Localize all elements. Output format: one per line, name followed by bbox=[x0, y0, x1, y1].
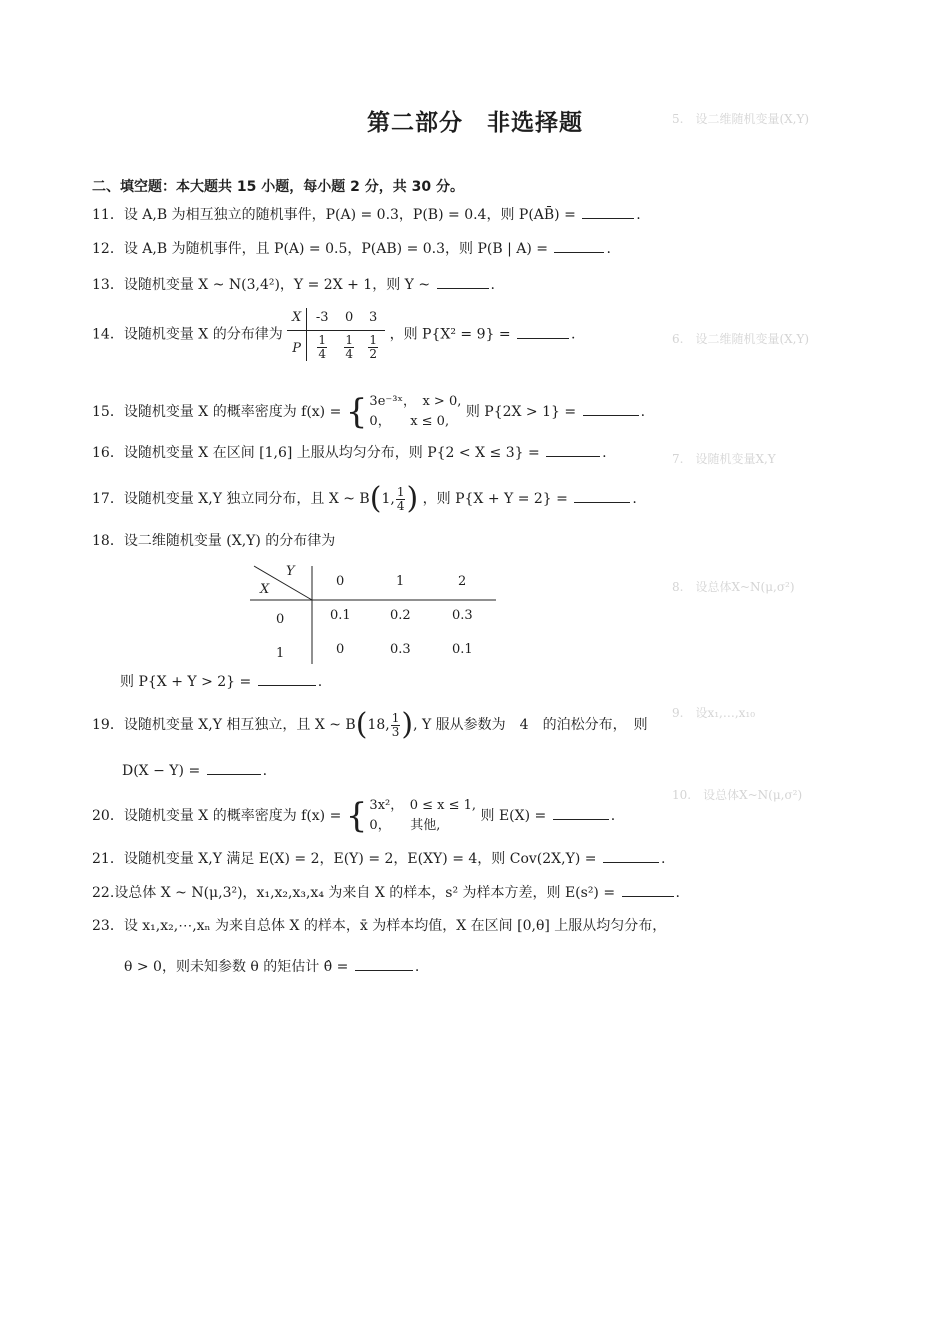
question-number: 11． bbox=[92, 207, 124, 223]
bleed-through-text: 9. 设x₁,…,x₁₀ bbox=[672, 706, 756, 720]
table-value: 3 bbox=[361, 308, 385, 331]
answer-blank[interactable] bbox=[554, 238, 604, 253]
question-text: 设随机变量 X 的分布律为 bbox=[123, 326, 283, 343]
question-18 bbox=[92, 531, 335, 551]
question-text: 设随机变量 X 的概率密度为 f(x) = bbox=[123, 404, 342, 420]
question-number: 21． bbox=[92, 851, 124, 867]
table-cell: 0.1 bbox=[330, 608, 351, 623]
question-text: 设随机变量 X,Y 满足 E(X) = 2，E(Y) = 2，E(XY) = 4，则 Cov(2X,Y) = bbox=[123, 851, 597, 867]
question-number: 16． bbox=[92, 445, 124, 461]
piecewise-cases: 3e⁻³ˣ， x > 0, 0， x ≤ 0, bbox=[369, 394, 462, 429]
question-text: 设 A,B 为随机事件，且 P(A) = 0.5，P(AB) = 0.3，则 P(B | A) = bbox=[123, 241, 549, 257]
page-title: 第二部分 非选择题 bbox=[367, 110, 583, 136]
answer-blank[interactable] bbox=[207, 760, 261, 775]
question-text: 设随机变量 X 的概率密度为 f(x) = bbox=[123, 808, 342, 824]
period: . bbox=[602, 445, 607, 461]
question-text: ，则 P{X² = 9} = bbox=[389, 326, 511, 343]
answer-blank[interactable] bbox=[574, 488, 630, 503]
table-label-x: X bbox=[287, 308, 307, 331]
table-label-p: P bbox=[287, 331, 307, 361]
left-paren: ( bbox=[369, 481, 382, 516]
question-text: 则 P{X + Y > 2} = bbox=[120, 674, 252, 690]
answer-blank[interactable] bbox=[622, 882, 674, 897]
question-12 bbox=[92, 238, 611, 259]
joint-distribution-table bbox=[250, 562, 496, 664]
y-value: 1 bbox=[396, 574, 405, 589]
question-22 bbox=[92, 882, 680, 903]
table-cell: 0.3 bbox=[390, 642, 411, 657]
period: . bbox=[317, 674, 323, 690]
question-number: 18． bbox=[92, 533, 124, 549]
question-number: 15． bbox=[92, 404, 124, 420]
question-text: ，则 P{X + Y = 2} = bbox=[422, 491, 568, 507]
answer-blank[interactable] bbox=[553, 805, 609, 820]
question-23 bbox=[92, 916, 666, 936]
period: . bbox=[571, 326, 576, 343]
question-18-answer-line bbox=[120, 671, 322, 692]
table-cell: 0.1 bbox=[452, 642, 473, 657]
x-label: X bbox=[260, 582, 270, 597]
question-number: 17． bbox=[92, 491, 124, 507]
question-number: 19． bbox=[92, 717, 124, 733]
question-16 bbox=[92, 442, 607, 463]
question-number: 22. bbox=[92, 885, 115, 901]
question-number: 13． bbox=[92, 277, 124, 293]
bleed-through-text: 7. 设随机变量X,Y bbox=[672, 452, 776, 466]
probability-fraction: $\frac{1}{2}$ bbox=[369, 333, 377, 361]
question-number: 23． bbox=[92, 918, 124, 934]
binomial-n: 1, bbox=[381, 491, 395, 507]
answer-blank[interactable] bbox=[517, 324, 569, 339]
question-text: 设二维随机变量 (X,Y) 的分布律为 bbox=[123, 533, 336, 549]
question-text: 设总体 X ~ N(μ,3²)，x₁,x₂,x₃,x₄ 为来自 X 的样本，s² 为样本方差，则 E(s²) = bbox=[114, 885, 616, 901]
bleed-through-text: 5. 设二维随机变量(X,Y) bbox=[672, 112, 810, 126]
question-text: 设 x₁,x₂,⋯,xₙ 为来自总体 X 的样本，x̄ 为样本均值，X 在区间 [0,θ] 上服从均匀分布， bbox=[123, 918, 667, 934]
period: . bbox=[640, 404, 646, 420]
y-value: 0 bbox=[336, 574, 345, 589]
answer-blank[interactable] bbox=[583, 401, 639, 416]
left-brace: { bbox=[345, 392, 368, 432]
y-label: Y bbox=[286, 564, 295, 579]
question-14 bbox=[92, 308, 576, 361]
question-text: 设随机变量 X 在区间 [1,6] 上服从均匀分布，则 P{2 < X ≤ 3} = bbox=[123, 445, 540, 461]
question-number: 14． bbox=[92, 326, 124, 343]
table-value: -3 bbox=[307, 308, 337, 331]
question-13 bbox=[92, 274, 495, 295]
answer-blank[interactable] bbox=[546, 442, 600, 457]
answer-blank[interactable] bbox=[355, 956, 413, 971]
section-header: 二、填空题：本大题共 15 小题，每小题 2 分，共 30 分。 bbox=[92, 179, 464, 195]
probability-fraction: $\frac{1}{4}$ bbox=[318, 333, 326, 361]
distribution-table bbox=[287, 308, 385, 361]
table-cell: 0.3 bbox=[452, 608, 473, 623]
question-15 bbox=[92, 392, 645, 432]
binomial-n: 18, bbox=[367, 717, 390, 733]
piecewise-cases: 3x²， 0 ≤ x ≤ 1, 0， 其他, bbox=[369, 798, 477, 833]
question-20 bbox=[92, 796, 615, 836]
binomial-p: $\frac{1}{4}$ bbox=[396, 484, 405, 513]
question-text: 设随机变量 X,Y 相互独立，且 X ~ B bbox=[123, 717, 356, 733]
question-21 bbox=[92, 848, 665, 869]
table-cell: 0 bbox=[336, 642, 345, 657]
question-text: 则 P{2X > 1} = bbox=[465, 404, 577, 420]
question-number: 12． bbox=[92, 241, 124, 257]
answer-blank[interactable] bbox=[258, 671, 316, 686]
answer-blank[interactable] bbox=[603, 848, 659, 863]
x-value: 1 bbox=[276, 646, 285, 661]
x-value: 0 bbox=[276, 612, 285, 627]
question-11 bbox=[92, 204, 641, 225]
period: . bbox=[490, 277, 495, 293]
question-text: , Y 服从参数为 4 的泊松分布， 则 bbox=[413, 717, 648, 733]
question-19 bbox=[92, 707, 648, 742]
left-paren: ( bbox=[355, 707, 368, 742]
question-23-line2 bbox=[124, 956, 419, 977]
question-text: 设 A,B 为相互独立的随机事件，P(A) = 0.3，P(B) = 0.4，则 P(AB̄) = bbox=[123, 207, 576, 223]
right-paren: ) bbox=[406, 481, 419, 516]
question-text: 设随机变量 X,Y 独立同分布，且 X ~ B bbox=[123, 491, 370, 507]
answer-blank[interactable] bbox=[582, 204, 634, 219]
question-number: 20． bbox=[92, 808, 124, 824]
bleed-through-text: 10. 设总体X~N(μ,σ²) bbox=[672, 788, 803, 802]
period: . bbox=[675, 885, 680, 901]
period: . bbox=[414, 959, 420, 975]
period: . bbox=[610, 808, 616, 824]
question-text: 设随机变量 X ~ N(3,4²)，Y = 2X + 1，则 Y ~ bbox=[123, 277, 431, 293]
period: . bbox=[636, 207, 641, 223]
period: . bbox=[606, 241, 611, 257]
bleed-through-text: 8. 设总体X~N(μ,σ²) bbox=[672, 580, 795, 594]
y-value: 2 bbox=[458, 574, 467, 589]
question-19-line2 bbox=[122, 760, 267, 781]
table-value: 0 bbox=[337, 308, 361, 331]
table-cell: 0.2 bbox=[390, 608, 411, 623]
probability-fraction: $\frac{1}{4}$ bbox=[345, 333, 353, 361]
question-text: θ > 0，则未知参数 θ 的矩估计 θ̂ = bbox=[124, 959, 349, 975]
binomial-p: $\frac{1}{3}$ bbox=[391, 710, 400, 739]
period: . bbox=[660, 851, 666, 867]
answer-blank[interactable] bbox=[437, 274, 489, 289]
bleed-through-text: 6. 设二维随机变量(X,Y) bbox=[672, 332, 810, 346]
question-text: D(X − Y) = bbox=[122, 763, 201, 779]
question-text: 则 E(X) = bbox=[480, 808, 547, 824]
period: . bbox=[632, 491, 637, 507]
right-paren: ) bbox=[401, 707, 414, 742]
period: . bbox=[262, 763, 268, 779]
left-brace: { bbox=[345, 796, 368, 836]
question-17 bbox=[92, 481, 637, 516]
